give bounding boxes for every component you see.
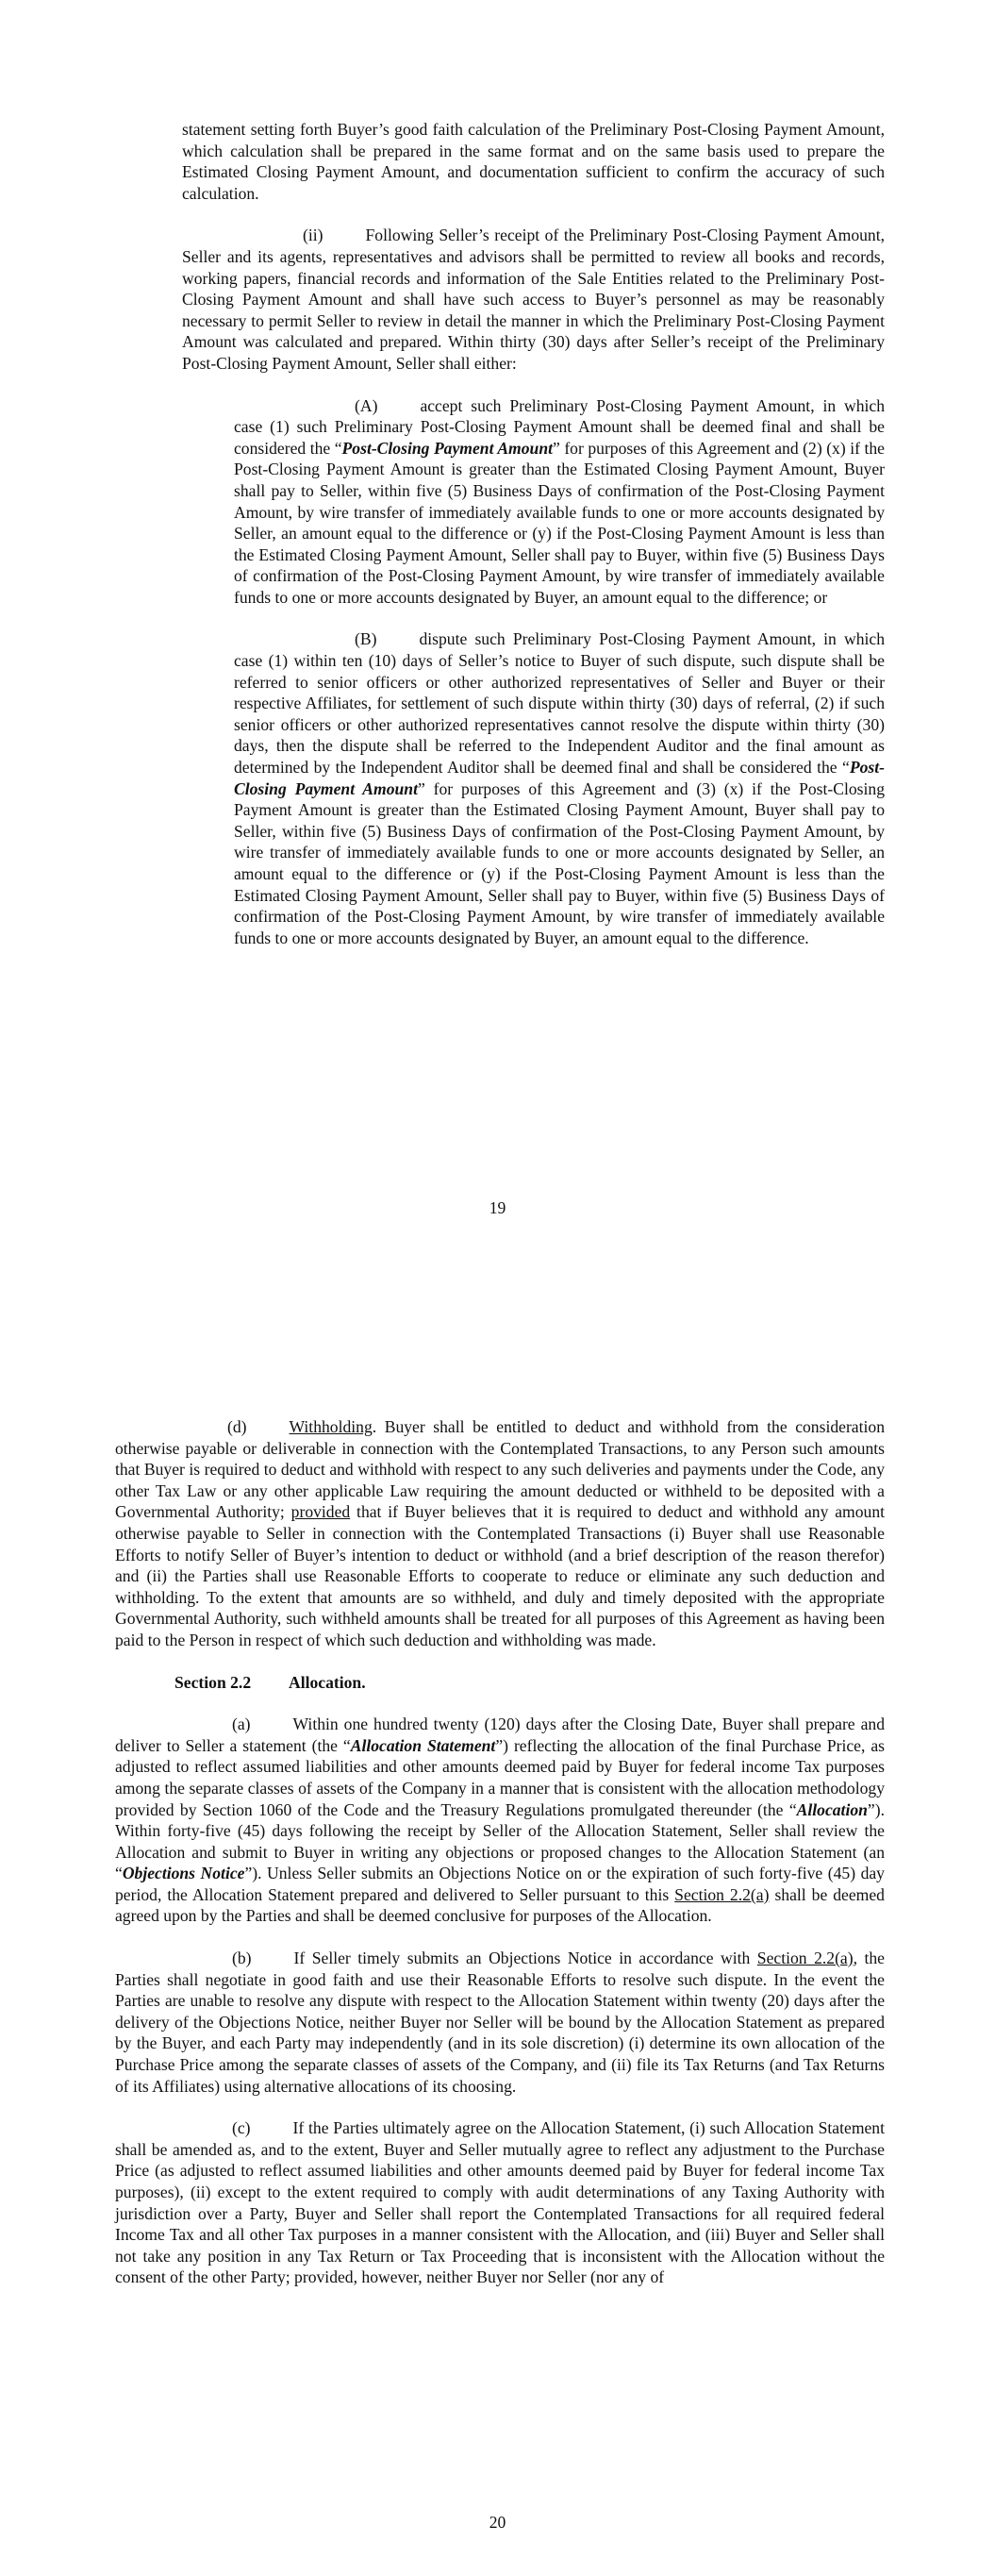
paragraph-a: (a) Within one hundred twenty (120) days after the Closing Date, Buyer shall prepare and deliver to Seller a statement (the “Allocation Statement”) reflecting the allocation of the final Purchase Price, as adjusted to reflect assumed liabilities and other amounts deemed paid by Buyer for federal income Tax purposes among the separate classes of assets of the Company in a manner that is consistent with the allocation methodology provided by Section 1060 of the Code and the Treasury Regulations promulgated thereunder (the “Allocation”). Within forty-five (45) days following the receipt by Seller of the Allocation Statement, Seller shall review the Allocation and submit to Buyer in writing any objections or proposed changes to the Allocation Statement (an “Objections Notice”). Unless Seller submits an Objections Notice on or the expiration of such forty-five (45) day period, the Allocation Statement prepared and delivered to Seller pursuant to this Section 2.2(a) shall be deemed agreed upon by the Parties and shall be deemed conclusive for purposes of the Allocation.: [115, 1715, 885, 1926]
clause-label-c: (c): [232, 2118, 251, 2138]
paragraph-b: (b) If Seller timely submits an Objections Notice in accordance with Section 2.2(a), the Parties shall negotiate in good faith and use their Reasonable Efforts to resolve such dispute. In the event the Parties are unable to resolve any dispute with respect to the Allocation Statement within twenty (20) days after the delivery of the Objections Notice, neither Buyer nor Seller will be bound by the Allocation Statement as prepared by the Buyer, and each Party may independently (and in its sole discretion) (i) determine its own allocation of the Purchase Price among the separate classes of assets of the Company, and (ii) file its Tax Returns (and Tax Returns of its Affiliates) using alternative allocations of its choosing.: [115, 1949, 885, 2096]
defined-term: Post-Closing Payment Amount: [341, 438, 553, 458]
defined-term: Post-Closing Payment Amount: [234, 758, 885, 798]
page-19: [0, 119, 995, 948]
subsection-title: Withholding: [289, 1417, 373, 1436]
paragraph-ii: (ii) Following Seller’s receipt of the Preliminary Post-Closing Payment Amount, Seller and its agents, representatives and advisors shall be permitted to review all books and records, working papers, financial records and information of the Sale Entities related to the Preliminary Post-Closing Payment Amount and shall have such access to Buyer’s personnel as may be reasonably necessary to permit Seller to review in detail the manner in which the Preliminary Post-Closing Payment Amount was calculated and prepared. Within thirty (30) days after Seller’s receipt of the Preliminary Post-Closing Payment Amount, Seller shall either:: [182, 226, 885, 373]
section-reference: Section 2.2(a): [674, 1884, 770, 1904]
paragraph-d: (d) Withholding. Buyer shall be entitled to deduct and withhold from the consideration otherwise payable or deliverable in connection with the Contemplated Transactions, to any Person such amounts that Buyer is required to deduct and withhold with respect to any such deliveries and payments under the Code, any other Tax Law or any other applicable Law requiring the amount deducted or withheld to be deposited with a Governmental Authority; provided that if Buyer believes that it is required to deduct and withhold any amount otherwise payable to Seller in connection with the Contemplated Transactions (i) Buyer shall use Reasonable Efforts to notify Seller of Buyer’s intention to deduct or withhold (and a brief description of the reason therefor) and (ii) the Parties shall use Reasonable Efforts to cooperate to reduce or eliminate any such deduction and withholding. To the extent that amounts are so withheld, and duly and timely deposited with the appropriate Governmental Authority, such withheld amounts shall be treated for all purposes of this Agreement as having been paid to the Person in respect of which such deduction and withholding was made.: [115, 1417, 885, 1649]
clause-label-d: (d): [227, 1417, 247, 1436]
clause-label-A: (A): [355, 395, 378, 415]
section-reference: Section 2.2(a): [756, 1949, 854, 1968]
paragraph-A: (A) accept such Preliminary Post-Closing Payment Amount, in which case (1) such Preliminary Post-Closing Payment Amount shall be deemed final and shall be considered the “Post-Closing Payment Amount” for purposes of this Agreement and (2) (x) if the Post-Closing Payment Amount is greater than the Estimated Closing Payment Amount, Buyer shall pay to Seller, within five (5) Business Days of confirmation of the Post-Closing Payment Amount, by wire transfer of immediately available funds to one or more accounts designated by Seller, an amount equal to the difference or (y) if the Post-Closing Payment Amount is less than the Estimated Closing Payment Amount, Seller shall pay to Buyer, within five (5) Business Days of confirmation of the Post-Closing Payment Amount, by wire transfer of immediately available funds to one or more accounts designated by Buyer, an amount equal to the difference; or: [234, 395, 885, 607]
page-number-19: 19: [489, 1198, 506, 1217]
paragraph-intro: statement setting forth Buyer’s good faith calculation of the Preliminary Post-Closing Payment Amount, which calculation shall be prepared in the same format and on the same basis used to prepare the Estimated Closing Payment Amount, and documentation sufficient to confirm the accuracy of such calculation.: [182, 120, 885, 203]
paragraph-c: (c) If the Parties ultimately agree on the Allocation Statement, (i) such Allocation Statement shall be amended as, and to the extent, Buyer and Seller mutually agree to reflect any adjustment to the Purchase Price (as adjusted to reflect assumed liabilities and other amounts deemed paid by Buyer for federal income Tax purposes), (ii) except to the extent required to comply with audit determinations of any Taxing Authority with jurisdiction over a Party, Buyer and Seller shall report the Contemplated Transactions for all required federal Income Tax and all other Tax purposes in a manner consistent with the Allocation, and (iii) Buyer and Seller shall not take any position in any Tax Return or Tax Proceeding that is inconsistent with the Allocation without the consent of the other Party; provided, however, neither Buyer nor Seller (nor any of: [115, 2118, 885, 2287]
clause-label-B: (B): [355, 629, 377, 649]
page-20: [0, 1416, 995, 2288]
page-number-20: 20: [489, 2513, 506, 2532]
clause-label-ii: (ii): [303, 226, 323, 245]
clause-label-b: (b): [232, 1949, 252, 1968]
paragraph-B: (B) dispute such Preliminary Post-Closing Payment Amount, in which case (1) within ten (10) days of Seller’s notice to Buyer of such dispute, such dispute shall be referred to senior officers or other authorized representatives of Seller and Buyer or their respective Affiliates, for settlement of such dispute within thirty (30) days of referral, (2) if such senior officers or other authorized representatives cannot resolve the dispute within thirty (30) days, then the dispute shall be referred to the Independent Auditor and the final amount as determined by the Independent Auditor shall be deemed final and shall be considered the “Post-Closing Payment Amount” for purposes of this Agreement and (3) (x) if the Post-Closing Payment Amount is greater than the Estimated Closing Payment Amount, Buyer shall pay to Seller, within five (5) Business Days of confirmation of the Post-Closing Payment Amount, by wire transfer of immediately available funds to one or more accounts designated by Seller, an amount equal to the difference or (y) if the Post-Closing Payment Amount is less than the Estimated Closing Payment Amount, Seller shall pay to Buyer, within five (5) Business Days of confirmation of the Post-Closing Payment Amount, by wire transfer of immediately available funds to one or more accounts designated by Buyer, an amount equal to the difference.: [234, 629, 885, 947]
clause-label-a: (a): [232, 1715, 251, 1734]
section-heading: Section 2.2 Allocation.: [174, 1672, 366, 1692]
